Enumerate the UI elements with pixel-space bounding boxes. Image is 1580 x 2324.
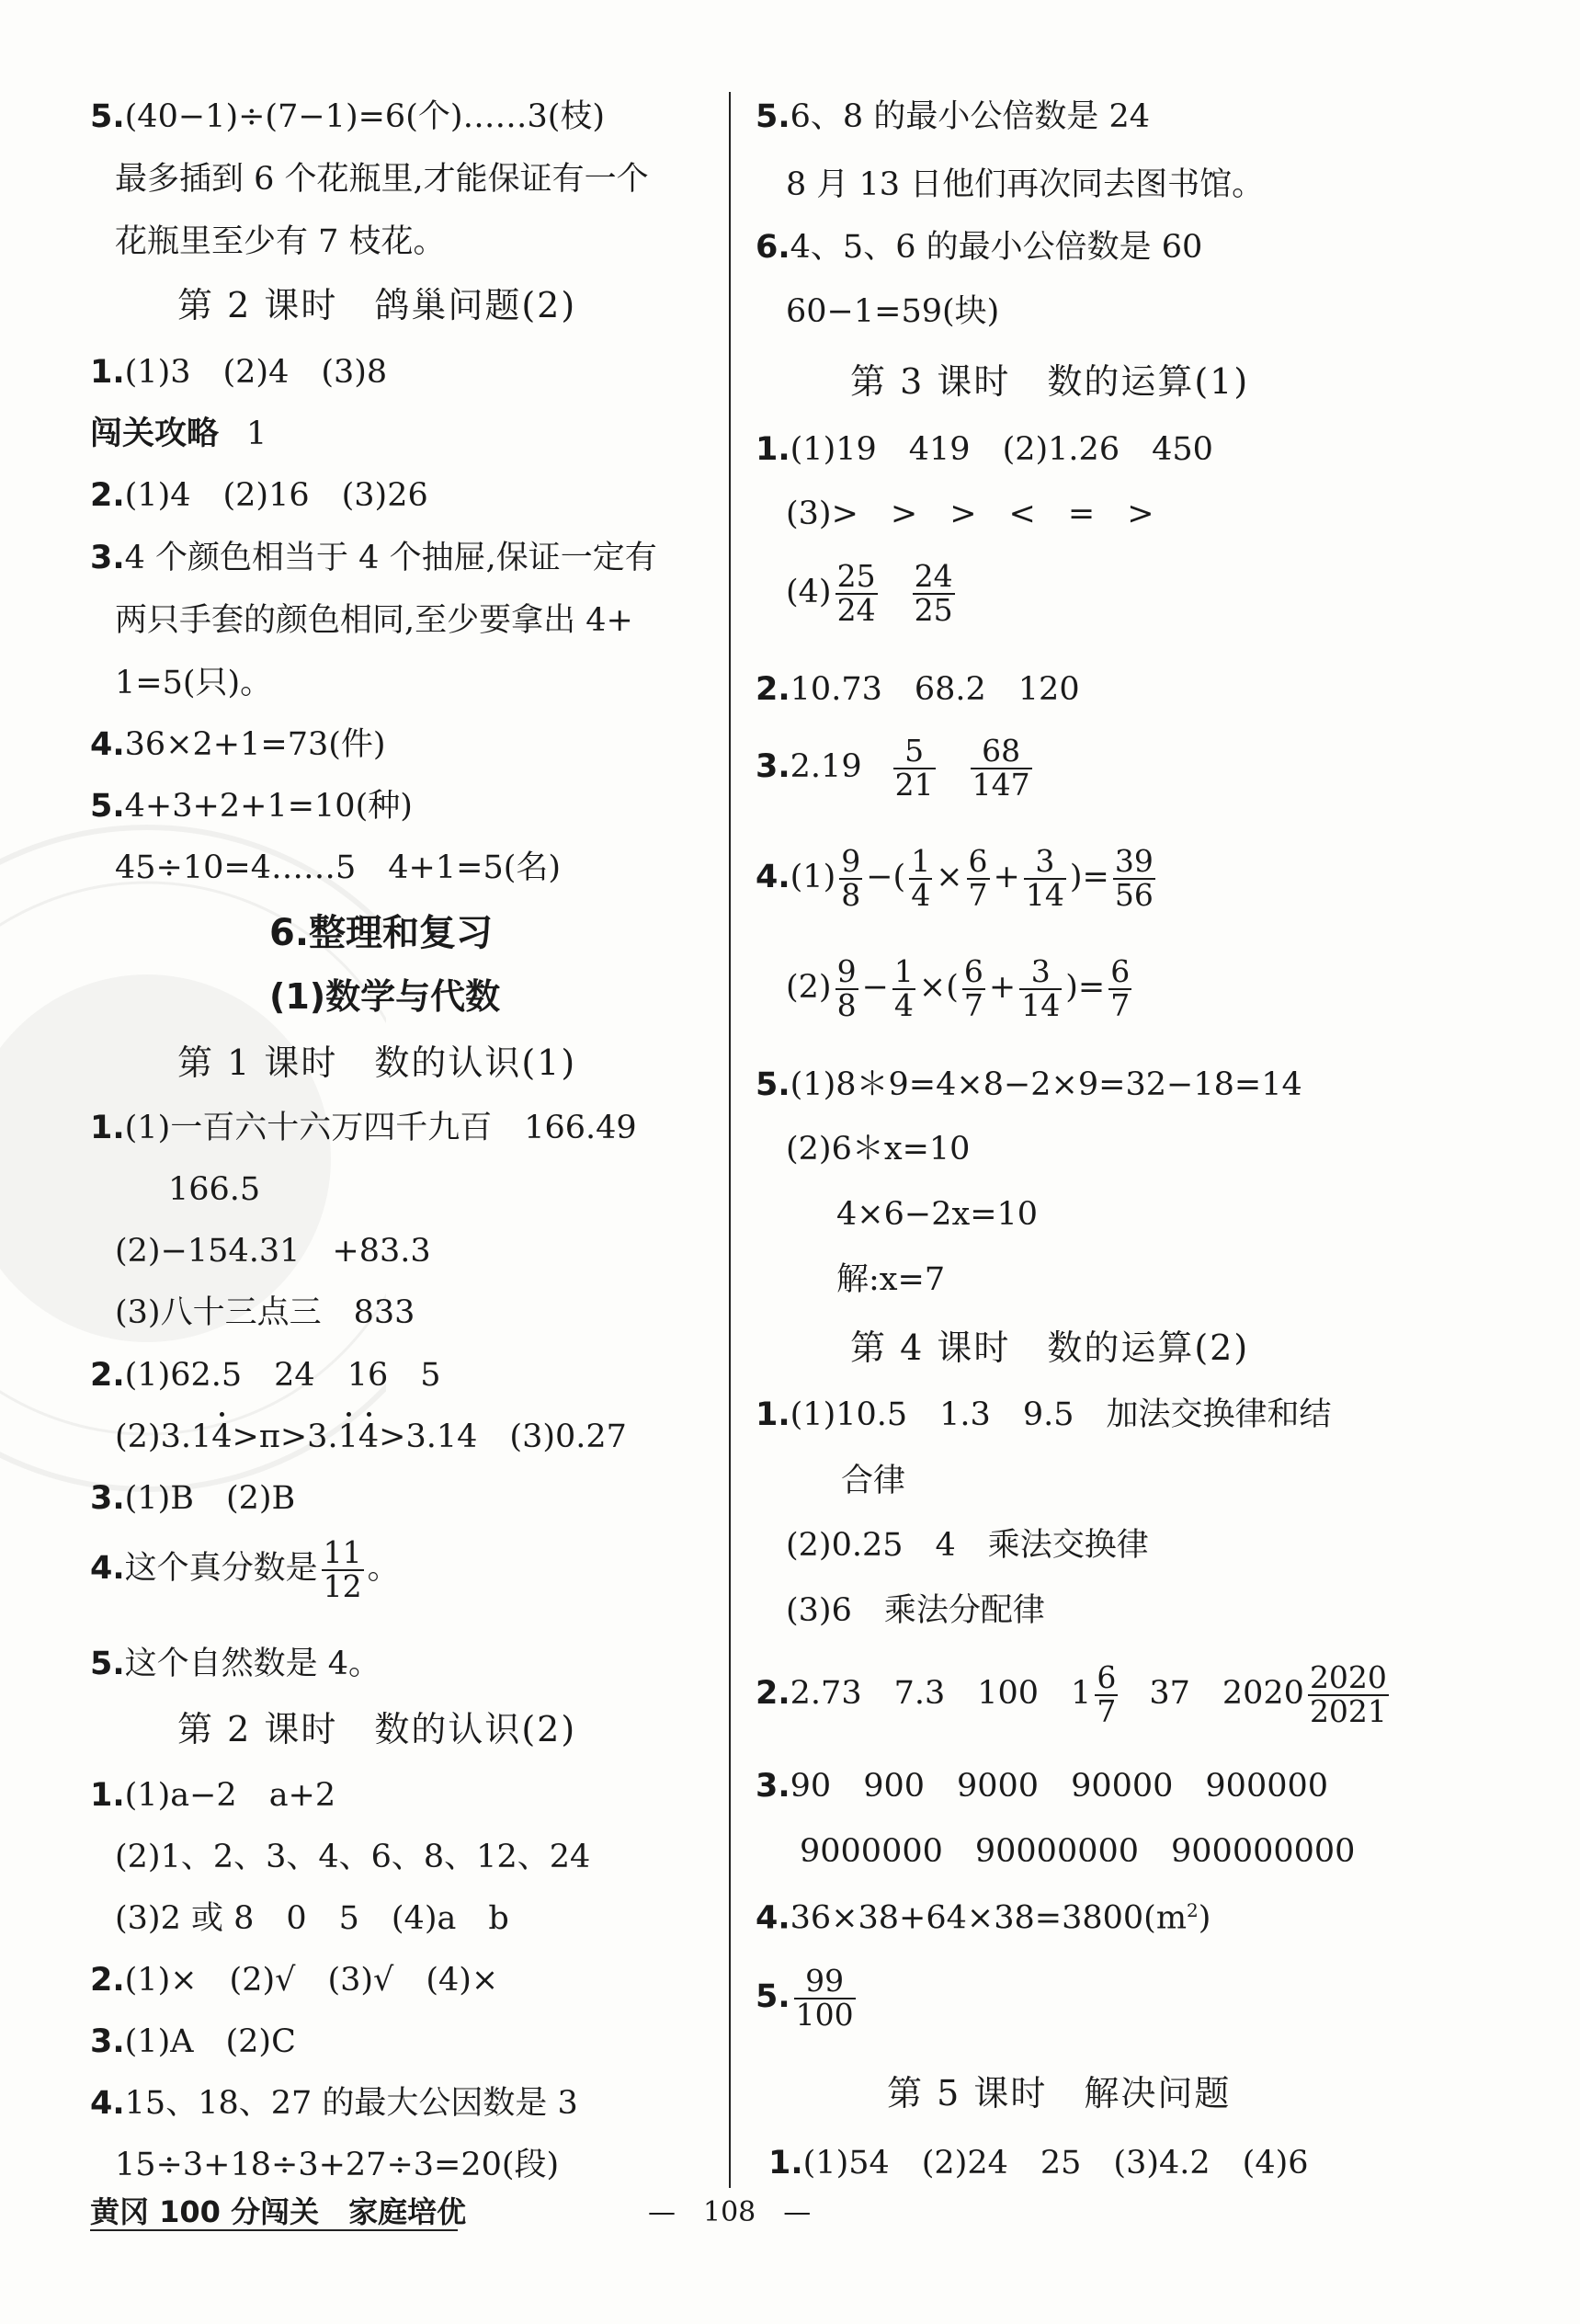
- recog1-answer-1-line-3: (2)−154.31 +83.3: [115, 1233, 431, 1270]
- recog2-answer-4-line-2: 15÷3+18÷3+27÷3=20(段): [115, 2147, 560, 2183]
- answer-3-line-2: 两只手套的颜色相同,至少要拿出 4+: [115, 602, 633, 639]
- footer-book-title: 黄冈 100 分闯关 家庭培优: [90, 2194, 467, 2229]
- answer-4: 4.36×2+1=73(件): [90, 726, 386, 763]
- tip-line: 闯关攻略 1: [90, 416, 267, 452]
- op1-answer-1-line-3: (4) $\frac{25}{24}$ $\frac{24}{25}$: [786, 558, 953, 628]
- recog1-answer-2-line-1: 2.(1)62.5 24 16 5: [90, 1357, 441, 1394]
- op2-answer-1-line-2: 合律: [841, 1463, 906, 1499]
- recog2-answer-3: 3.(1)A (2)C: [90, 2023, 296, 2060]
- recog1-answer-1-line-2: 166.5: [168, 1171, 261, 1208]
- op1-answer-1-line-2: (3)> > > < = >: [786, 496, 1154, 532]
- recog1-answer-4: 4.这个真分数是 $\frac{11}{12}$ 。: [90, 1534, 400, 1604]
- op2-answer-3-line-1: 3.90 900 9000 90000 900000: [756, 1768, 1329, 1805]
- chapter-subtitle: (1)数学与代数: [269, 976, 501, 1017]
- recog1-answer-1-line-4: (3)八十三点三 833: [115, 1294, 415, 1331]
- op1-answer-5-line-2: (2)6＊x=10: [786, 1131, 971, 1168]
- answer-5-line-2b: 45÷10=4……5 4+1=5(名): [115, 849, 562, 886]
- column-divider: [729, 92, 731, 2188]
- r-answer-6-line-2: 60−1=59(块): [786, 293, 1000, 330]
- answer-5-line-3: 花瓶里至少有 7 枝花。: [115, 223, 446, 260]
- op1-answer-1-line-1: 1.(1)19 419 (2)1.26 450: [756, 431, 1213, 468]
- section-title-problem-solving: 第 5 课时 解决问题: [887, 2073, 1232, 2113]
- r-answer-5-line-1: 5.6、8 的最小公倍数是 24: [756, 98, 1150, 135]
- op1-answer-3: 3.2.19 $\frac{5}{21}$ $\frac{68}{147}$: [756, 733, 1030, 803]
- fraction-11-12: $\frac{11}{12}$: [323, 1534, 362, 1604]
- section-title-number-recognition-1: 第 1 课时 数的认识(1): [177, 1042, 577, 1083]
- recog1-answer-2-line-2: (2)3.14>π>3.14>3.14 (3)0.27: [115, 1418, 627, 1455]
- op1-answer-5-line-3: 4×6−2x=10: [836, 1196, 1039, 1233]
- recog1-answer-5: 5.这个自然数是 4。: [90, 1646, 381, 1682]
- recog2-answer-2: 2.(1)× (2)√ (3)√ (4)×: [90, 1962, 499, 1999]
- ps-answer-1: 1.(1)54 (2)24 25 (3)4.2 (4)6: [768, 2145, 1309, 2182]
- op2-answer-1-line-1: 1.(1)10.5 1.3 9.5 加法交换律和结: [756, 1396, 1332, 1433]
- op2-answer-4: $4.36\times 38+64\times 38=3800(m^2)$: [756, 1899, 1211, 1937]
- page-number: — 108 —: [648, 2196, 812, 2228]
- recog2-answer-4-line-1: 4.15、18、27 的最大公因数是 3: [90, 2085, 578, 2122]
- op1-answer-5-line-1: 5.(1)8＊9=4×8−2×9=32−18=14: [756, 1066, 1302, 1103]
- section-title-operations-2: 第 4 课时 数的运算(2): [850, 1327, 1250, 1368]
- chapter-title: 6.整理和复习: [269, 912, 494, 954]
- op1-answer-5-line-4: 解:x=7: [836, 1261, 946, 1298]
- recog2-answer-1-line-3: (3)2 或 8 0 5 (4)a b: [115, 1900, 509, 1937]
- op2-answer-5: 5. $\frac{99}{100}$: [756, 1963, 854, 2033]
- answer-5-line-1: 5.(40−1)÷(7−1)=6(个)……3(枝): [90, 98, 606, 135]
- section-title-operations-1: 第 3 课时 数的运算(1): [850, 361, 1250, 402]
- op2-answer-3-line-2: 9000000 90000000 900000000: [800, 1833, 1356, 1870]
- footer-underline: [90, 2229, 458, 2231]
- op2-answer-1-line-3: (2)0.25 4 乘法交换律: [786, 1527, 1149, 1564]
- answer-5-line-1b: 5.4+3+2+1=10(种): [90, 788, 413, 825]
- op2-answer-1-line-4: (3)6 乘法分配律: [786, 1592, 1045, 1629]
- background-watermark: [0, 800, 386, 1517]
- answer-2: 2.(1)4 (2)16 (3)26: [90, 477, 428, 514]
- op1-answer-4-line-1: 4.(1) $\frac{9}{8}$ −( $\frac{1}{4}$ × $\frac{6}{7}$ + $\frac{3}{14}$ )= $\frac{39}{56}$: [756, 843, 1154, 913]
- recog2-answer-1-line-2: (2)1、2、3、4、6、8、12、24: [115, 1839, 591, 1875]
- r-answer-6-line-1: 6.4、5、6 的最小公倍数是 60: [756, 229, 1203, 266]
- answer-3-line-1: 3.4 个颜色相当于 4 个抽屉,保证一定有: [90, 540, 657, 576]
- r-answer-5-line-2: 8 月 13 日他们再次同去图书馆。: [786, 166, 1265, 203]
- recog1-answer-3: 3.(1)B (2)B: [90, 1480, 296, 1517]
- recog1-answer-1-line-1: 1.(1)一百六十六万四千九百 166.49: [90, 1110, 637, 1146]
- answer-1: 1.(1)3 (2)4 (3)8: [90, 354, 388, 391]
- op1-answer-2: 2.10.73 68.2 120: [756, 671, 1080, 708]
- op2-answer-2: 2.2.73 7.3 100 1 $\frac{6}{7}$ 37 2020 $\frac{2020}{2021}$: [756, 1659, 1387, 1729]
- section-title-lesson2-pigeonhole: 第 2 课时 鸽巢问题(2): [177, 285, 577, 325]
- recog2-answer-1-line-1: 1.(1)a−2 a+2: [90, 1777, 336, 1814]
- answer-5-line-2: 最多插到 6 个花瓶里,才能保证有一个: [115, 161, 649, 198]
- answer-3-line-3: 1=5(只)。: [115, 665, 273, 701]
- section-title-number-recognition-2: 第 2 课时 数的认识(2): [177, 1709, 577, 1749]
- op1-answer-4-line-2: (2) $\frac{9}{8}$ − $\frac{1}{4}$ ×( $\frac{6}{7}$ + $\frac{3}{14}$ )= $\frac{6}{7}$: [786, 953, 1131, 1023]
